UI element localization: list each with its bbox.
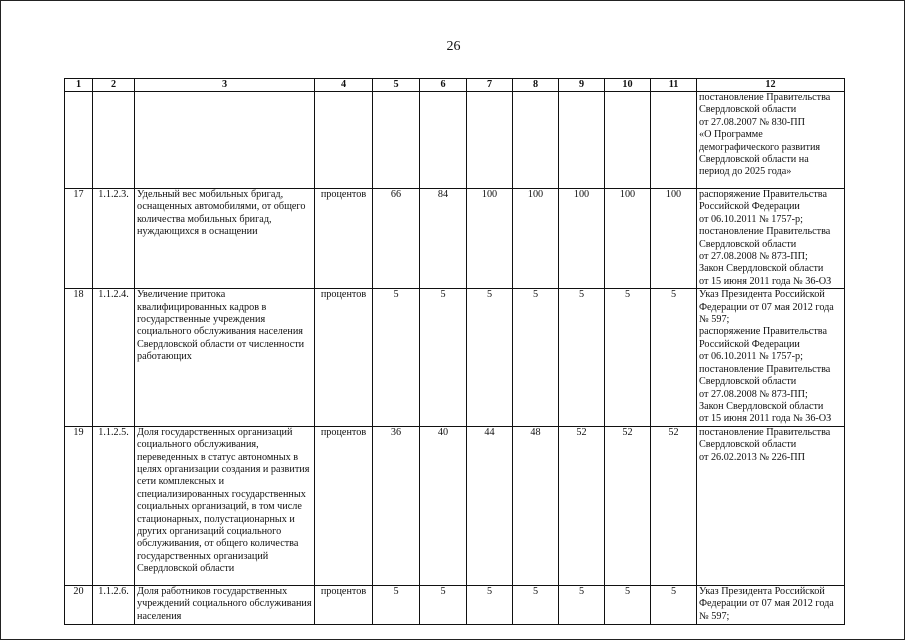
table-row	[65, 426, 845, 585]
column-header: 8	[513, 79, 559, 92]
cell-documents	[697, 426, 845, 585]
cell-description: Удельный вес мобильных бригад, оснащенных автомобилями, от общего количества мобильных бригад, нуждающихся в оснащении	[135, 189, 315, 289]
document-line: демографического развития	[699, 141, 821, 153]
cell-code: 1.1.2.5.	[93, 426, 135, 585]
cell-value: 5	[605, 585, 651, 624]
cell-value: 5	[467, 289, 513, 426]
cell-empty	[467, 92, 513, 189]
document-line: постановление Правительства	[699, 426, 831, 438]
cell-value: 5	[513, 289, 559, 426]
document-line: Свердловской области	[699, 238, 797, 250]
cell-value: 84	[420, 189, 467, 289]
cell-value: 36	[373, 426, 420, 585]
cell-row-number: 18	[65, 289, 93, 426]
cell-value: 100	[605, 189, 651, 289]
cell-value: 100	[467, 189, 513, 289]
indicators-table	[64, 78, 845, 625]
document-line: распоряжение Правительства	[699, 326, 827, 338]
column-header: 12	[697, 79, 845, 92]
cell-value: 5	[373, 289, 420, 426]
cell-code: 1.1.2.6.	[93, 585, 135, 624]
document-line: от 27.08.2007 № 830-ПП	[699, 116, 806, 128]
column-header: 9	[559, 79, 605, 92]
column-header: 11	[651, 79, 697, 92]
document-line: Свердловской области	[699, 376, 797, 388]
document-line: от 27.08.2008 № 873-ПП;	[699, 251, 808, 263]
column-header: 3	[135, 79, 315, 92]
cell-value: 5	[651, 585, 697, 624]
document-line: Указ Президента Российской	[699, 289, 825, 301]
column-header: 4	[315, 79, 373, 92]
document-line: от 15 июня 2011 года № 36-ОЗ	[699, 275, 832, 287]
document-line: от 27.08.2008 № 873-ПП;	[699, 388, 808, 400]
document-line: от 06.10.2011 № 1757-р;	[699, 213, 803, 225]
document-line: Указ Президента Российской	[699, 585, 825, 597]
cell-row-number: 19	[65, 426, 93, 585]
cell-row-number: 20	[65, 585, 93, 624]
document-line: от 06.10.2011 № 1757-р;	[699, 351, 803, 363]
document-line: постановление Правительства	[699, 226, 831, 238]
column-header: 7	[467, 79, 513, 92]
cell-value: 100	[651, 189, 697, 289]
document-line: постановление Правительства	[699, 363, 831, 375]
document-line: Свердловской области на	[699, 154, 809, 166]
cell-row-number: 17	[65, 189, 93, 289]
cell-empty	[559, 92, 605, 189]
cell-value: 5	[605, 289, 651, 426]
document-line: Федерации от 07 мая 2012 года	[699, 598, 834, 610]
cell-value: 5	[420, 289, 467, 426]
cell-value: 52	[559, 426, 605, 585]
document-line: от 26.02.2013 № 226-ПП	[699, 451, 806, 463]
cell-value: 66	[373, 189, 420, 289]
column-header: 2	[93, 79, 135, 92]
cell-unit: процентов	[315, 585, 373, 624]
cell-description: Увеличение притока квалифицированных кадров в государственные учреждения социального обслуживания населения Свердловской области от численности работающих	[135, 289, 315, 426]
document-line: № 597;	[699, 610, 730, 622]
cell-empty	[315, 92, 373, 189]
document-line: постановление Правительства	[699, 92, 831, 103]
cell-description: Доля государственных организаций социального обслуживания, переведенных в статус автономных в целях организации создания и развития сети комплексных и специализированных государственных социальных организаций, в том числе стационарных, полустационарных и других организаций социального обслуживания, от общего количества государственных организаций Свердловской области	[135, 426, 315, 585]
cell-value: 44	[467, 426, 513, 585]
cell-value: 5	[651, 289, 697, 426]
document-line: Закон Свердловской области	[699, 263, 824, 275]
cell-documents	[697, 585, 845, 624]
cell-empty	[605, 92, 651, 189]
document-line: «О Программе	[699, 129, 763, 141]
table-row	[65, 289, 845, 426]
document-line: Российской Федерации	[699, 201, 800, 213]
document-line: от 15 июня 2011 года № 36-ОЗ	[699, 413, 832, 425]
document-line: Свердловской области	[699, 439, 797, 451]
cell-empty	[513, 92, 559, 189]
column-header: 6	[420, 79, 467, 92]
document-line: Федерации от 07 мая 2012 года	[699, 301, 834, 313]
cell-empty	[420, 92, 467, 189]
cell-value: 52	[651, 426, 697, 585]
cell-value: 5	[559, 585, 605, 624]
cell-unit: процентов	[315, 426, 373, 585]
document-line: период до 2025 года»	[699, 166, 792, 178]
cell-documents	[697, 92, 845, 189]
column-number-row	[65, 79, 845, 92]
cell-empty	[65, 92, 93, 189]
cell-value: 52	[605, 426, 651, 585]
table-row	[65, 189, 845, 289]
cell-value: 5	[513, 585, 559, 624]
cell-empty	[373, 92, 420, 189]
cell-empty	[135, 92, 315, 189]
cell-empty	[93, 92, 135, 189]
cell-unit: процентов	[315, 289, 373, 426]
cell-value: 100	[559, 189, 605, 289]
cell-value: 5	[559, 289, 605, 426]
cell-value: 5	[373, 585, 420, 624]
cell-value: 5	[467, 585, 513, 624]
cell-unit: процентов	[315, 189, 373, 289]
document-line: Российской Федерации	[699, 338, 800, 350]
page-number: 26	[446, 39, 461, 54]
cell-empty	[651, 92, 697, 189]
document-line: Закон Свердловской области	[699, 400, 824, 412]
document-line: распоряжение Правительства	[699, 189, 827, 200]
column-header: 5	[373, 79, 420, 92]
cell-code: 1.1.2.4.	[93, 289, 135, 426]
table-row	[65, 585, 845, 624]
cell-code: 1.1.2.3.	[93, 189, 135, 289]
cell-value: 100	[513, 189, 559, 289]
cell-value: 5	[420, 585, 467, 624]
cell-description: Доля работников государственных учреждений социального обслуживания населения	[135, 585, 315, 624]
cell-value: 40	[420, 426, 467, 585]
document-line: Свердловской области	[699, 104, 797, 116]
table-row-continuation	[65, 92, 845, 189]
column-header: 1	[65, 79, 93, 92]
cell-value: 48	[513, 426, 559, 585]
cell-documents	[697, 189, 845, 289]
document-line: № 597;	[699, 314, 730, 326]
cell-documents	[697, 289, 845, 426]
column-header: 10	[605, 79, 651, 92]
